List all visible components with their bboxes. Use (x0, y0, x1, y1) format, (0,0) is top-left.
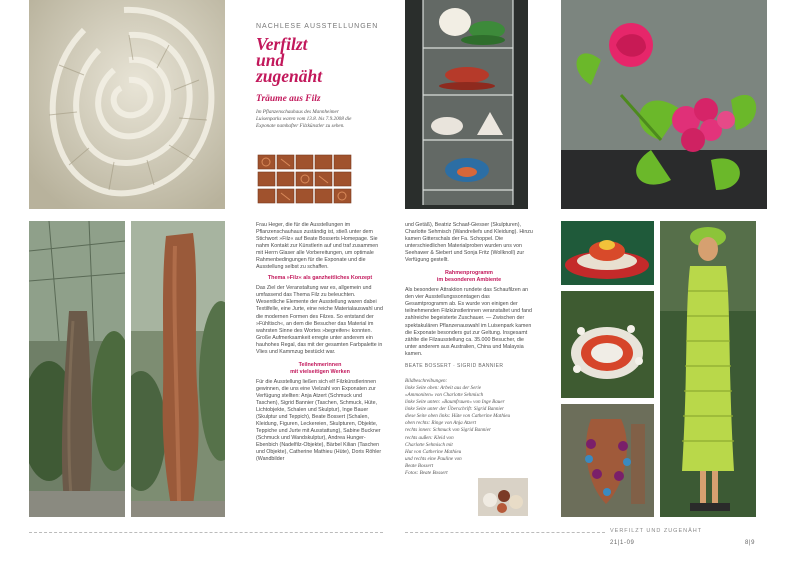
left-page-footer-rule (29, 532, 383, 533)
footer-issue: 21|1-09 (610, 540, 635, 546)
felt-roses-photo (561, 0, 767, 209)
felt-necklace-photo (561, 404, 654, 517)
caption-line: Charlotte Sehmisch mit (405, 441, 453, 448)
caption-line: linke Seite oben: Arbeit aus der Serie (405, 384, 482, 391)
image-captions (405, 377, 511, 477)
greenhouse-sculpture-photo-left (29, 221, 125, 517)
column1-heading-2b: mit vielseitigen Werken (290, 368, 350, 375)
caption-line: linke Seite unter der Überschrift: Sigrid Bannier (405, 406, 505, 413)
column2-paragraph-1: und Getäß), Beatriz Schaaf-Giesser (Skulpturen), Charlotte Sehmisch (Wandreliefs und Kleidung). Hinzu kamen Gitterschals der Fa. Schoppel. Die unterschiedlichen Materialproben wurden uns von Seehawer & Siebert und Sonja Fritz (Wollknoll) zur Verfügung gestellt. (405, 222, 533, 264)
ammonite-felt-photo (29, 0, 225, 209)
authors-line: BEATE BOSSERT · SIGRID BANNIER (405, 362, 504, 369)
caption-line: rechts außen: Kleid von (405, 434, 454, 441)
column2-paragraph-2: Als besondere Attraktion rundete das Schaufilzen an den vier Ausstellungssonntagen das Gesamtprogramm ab. Es wurde von einigen der teilnehmenden Filzkünstlerinnen veranstaltet und fand zahlreiche begeisterte Zuschauer. — Zwischen der spektakulären Pflanzenauswahl im Luisenpark kamen die Exponate besonders gut zur Geltung. Insgesamt zählte die Filzausstellung ca. 35.000 Besucher, die unter anderem aus Australien, China und Malaysia kamen. (405, 287, 532, 357)
caption-line: und rechts eine Pauline von (405, 455, 462, 462)
column2-heading-1b: im besonderen Ambiente (436, 277, 502, 284)
column1-paragraph-1: Frau Heger, die für die Ausstellungen im Pflanzenschauhaus zuständig ist, stieß unter dem Stichwort »Filz« auf Beate Bosserts Homepage. Sie nahm Kontakt zur Künstlerin auf und traf zusammen mit Herrn Glaser alle Vorbereitungen, um optimale Rahmenbedingungen für die Exponate und die Ausstellung selbst zu schaffen. (256, 222, 379, 271)
caption-line: oben rechts: Ringe von Anja Atzert (405, 420, 477, 427)
column1-heading-2a: Teilnehmerinnen (298, 361, 342, 368)
caption-line: diese Seite oben links: Hüte von Catherine Mathieu (405, 413, 511, 420)
caption-line: Hut von Catherine Mathieu (405, 448, 462, 455)
headline-line-1: Verfilzt (256, 34, 308, 54)
hats-cabinet-photo (405, 0, 528, 209)
caption-line: linke Seite unten: »Baumfrauen« von Inge Bauer (405, 399, 505, 406)
caption-line: Bildbeschreibungen: (405, 377, 448, 384)
column1-paragraph-3: Für die Ausstellung ließen sich elf Filzkünstlerinnen gewinnen, die uns eine Vielzahl von Exponaten zur Verfügung stellten: Anja Atzert (Schmuck und Taschen), Sigrid Bannier (Taschen, Schmuck, Hüte, Lichtobjekte, Schalen und Skulptur), Inge Bauer (Skulptur und Teppich), Beate Bossert (Schalen, Kleidung, Figuren, Leckereien, Skulpturen, Objekte, Teppiche und Jurte mit Ausstattung), Sabine Buckner (Schmuck und Wandskulptur), Andrea Hunger-Ebenbich (Nadelfilz-Objekte), Bärbel Kilian (Taschen und Objekte), Catherine Mathieu (Hüte), Doris Röhler (Wandbilder (256, 378, 382, 463)
caption-line: rechts innen: Schmuck von Sigrid Bannier (405, 427, 491, 434)
felt-rings-photo (561, 221, 654, 285)
headline (256, 36, 322, 84)
greenhouse-sculpture-photo-right (131, 221, 225, 517)
headline-line-3: zugenäht (256, 66, 323, 86)
column1-heading-1: Thema »Filz« als ganzheitliches Konzept (267, 275, 373, 282)
column2-heading-1 (405, 270, 533, 284)
right-page-footer-rule (405, 532, 605, 533)
felt-jewelry-bowl-photo (561, 291, 654, 398)
caption-line: »Ammoniten« von Charlotte Sehmisch (405, 391, 484, 398)
caption-line: Beate Bossert (405, 462, 434, 469)
page-numbers: 8|9 (745, 540, 756, 546)
column1-heading-2 (256, 362, 384, 376)
kicker: NACHLESE AUSSTELLUNGEN (256, 23, 379, 30)
subtitle: Träume aus Filz (256, 94, 321, 104)
small-felt-objects-photo (478, 478, 528, 516)
footer-article-title: VERFILZT UND ZUGENÄHT (610, 528, 703, 534)
column2-heading-1a: Rahmenprogramm (445, 270, 493, 277)
column1-paragraph-2: Das Ziel der Veranstaltung war es, allgemein und umfassend das Thema Filz zu beleuchten. Wesentliche Elemente der Ausstellung waren dabei Textilfelle, eine Jurte, eine reiche Materialauswahl und die modernen Formen des Filzes. So entstand der »Fühltisch«, an dem die Besucher das Material im wahrsten Sinne des Wortes »begreifen« konnten. Große Aufmerksamkeit erregte unter anderem ein hauhohes Regal, das mit der gesamten Farbpalette in Vlies und Kammzug bestückt war. (256, 285, 383, 355)
body-column-2 (405, 222, 533, 477)
headline-line-2: und (256, 50, 285, 70)
body-column-1 (256, 222, 384, 467)
intro-text: Im Pflanzenschauhaus des Mannheimer Luisenparks waren vom 13.8. bis 7.9.2008 die Exponate namhafter Filzkünstler zu sehen. (256, 109, 352, 129)
felt-dress-figure-photo (660, 221, 756, 517)
felt-tiles-photo (256, 153, 352, 205)
caption-line: Fotos: Beate Bossert (405, 470, 448, 477)
